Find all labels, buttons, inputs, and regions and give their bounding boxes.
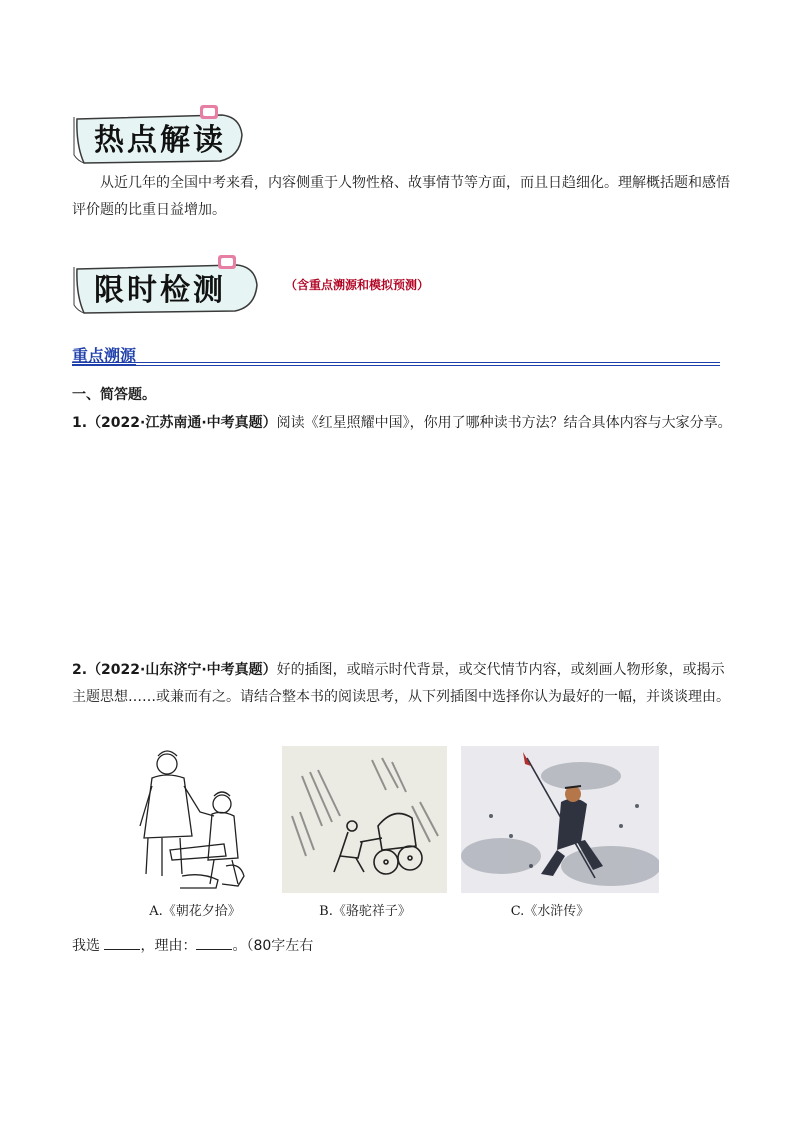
- choice-blank[interactable]: [104, 935, 140, 950]
- test-note: （含重点溯源和模拟预测）: [285, 278, 430, 292]
- answer-middle: ，理由：: [140, 938, 197, 954]
- answer-suffix: 。（80字左右: [232, 938, 314, 954]
- question-1: [72, 410, 732, 437]
- caption-a: A.《朝花夕拾》: [149, 904, 241, 919]
- answer-line: [72, 933, 732, 960]
- illustration-a: [122, 746, 260, 893]
- section-divider: [72, 365, 720, 366]
- question-text: 好的插图，或暗示时代背景，或交代情节内容，或刻画人物形象，或揭示主题思想……或兼而有之。请结合整本书的阅读思考，从下列插图中选择你认为最好的一幅，并谈谈理由。: [72, 662, 730, 705]
- caption-b: B.《骆驼祥子》: [319, 904, 411, 919]
- section-divider: [72, 362, 720, 363]
- question-number: 1.: [72, 415, 88, 431]
- caption-c: C.《水浒传》: [510, 904, 590, 919]
- part-title: 一、简答题。: [72, 387, 156, 403]
- banner-hot-topic: [72, 105, 247, 165]
- question-source: （2022·江苏南通·中考真题）: [87, 415, 277, 431]
- question-source: （2022·山东济宁·中考真题）: [87, 662, 277, 678]
- banner-title: 热点解读: [94, 123, 226, 158]
- intro-paragraph: 从近几年的全国中考来看，内容侧重于人物性格、故事情节等方面，而且日趋细化。理解概括题和感悟评价题的比重日益增加。: [72, 175, 730, 218]
- banner-timed-test: [72, 255, 247, 315]
- reason-blank[interactable]: [196, 935, 232, 950]
- banner-title: 限时检测: [94, 273, 226, 308]
- illustration-c: [461, 746, 659, 893]
- answer-prefix: 我选: [72, 938, 100, 954]
- illustration-b-painting: [282, 746, 447, 893]
- illustration-b: [282, 746, 447, 893]
- illustration-c-painting: [461, 746, 659, 893]
- question-2: [72, 657, 732, 711]
- question-text: 阅读《红星照耀中国》，你用了哪种读书方法？结合具体内容与大家分享。: [276, 415, 732, 431]
- illustration-a-drawing: [122, 746, 260, 893]
- section-title: 重点溯源: [72, 346, 137, 365]
- question-number: 2.: [72, 662, 88, 678]
